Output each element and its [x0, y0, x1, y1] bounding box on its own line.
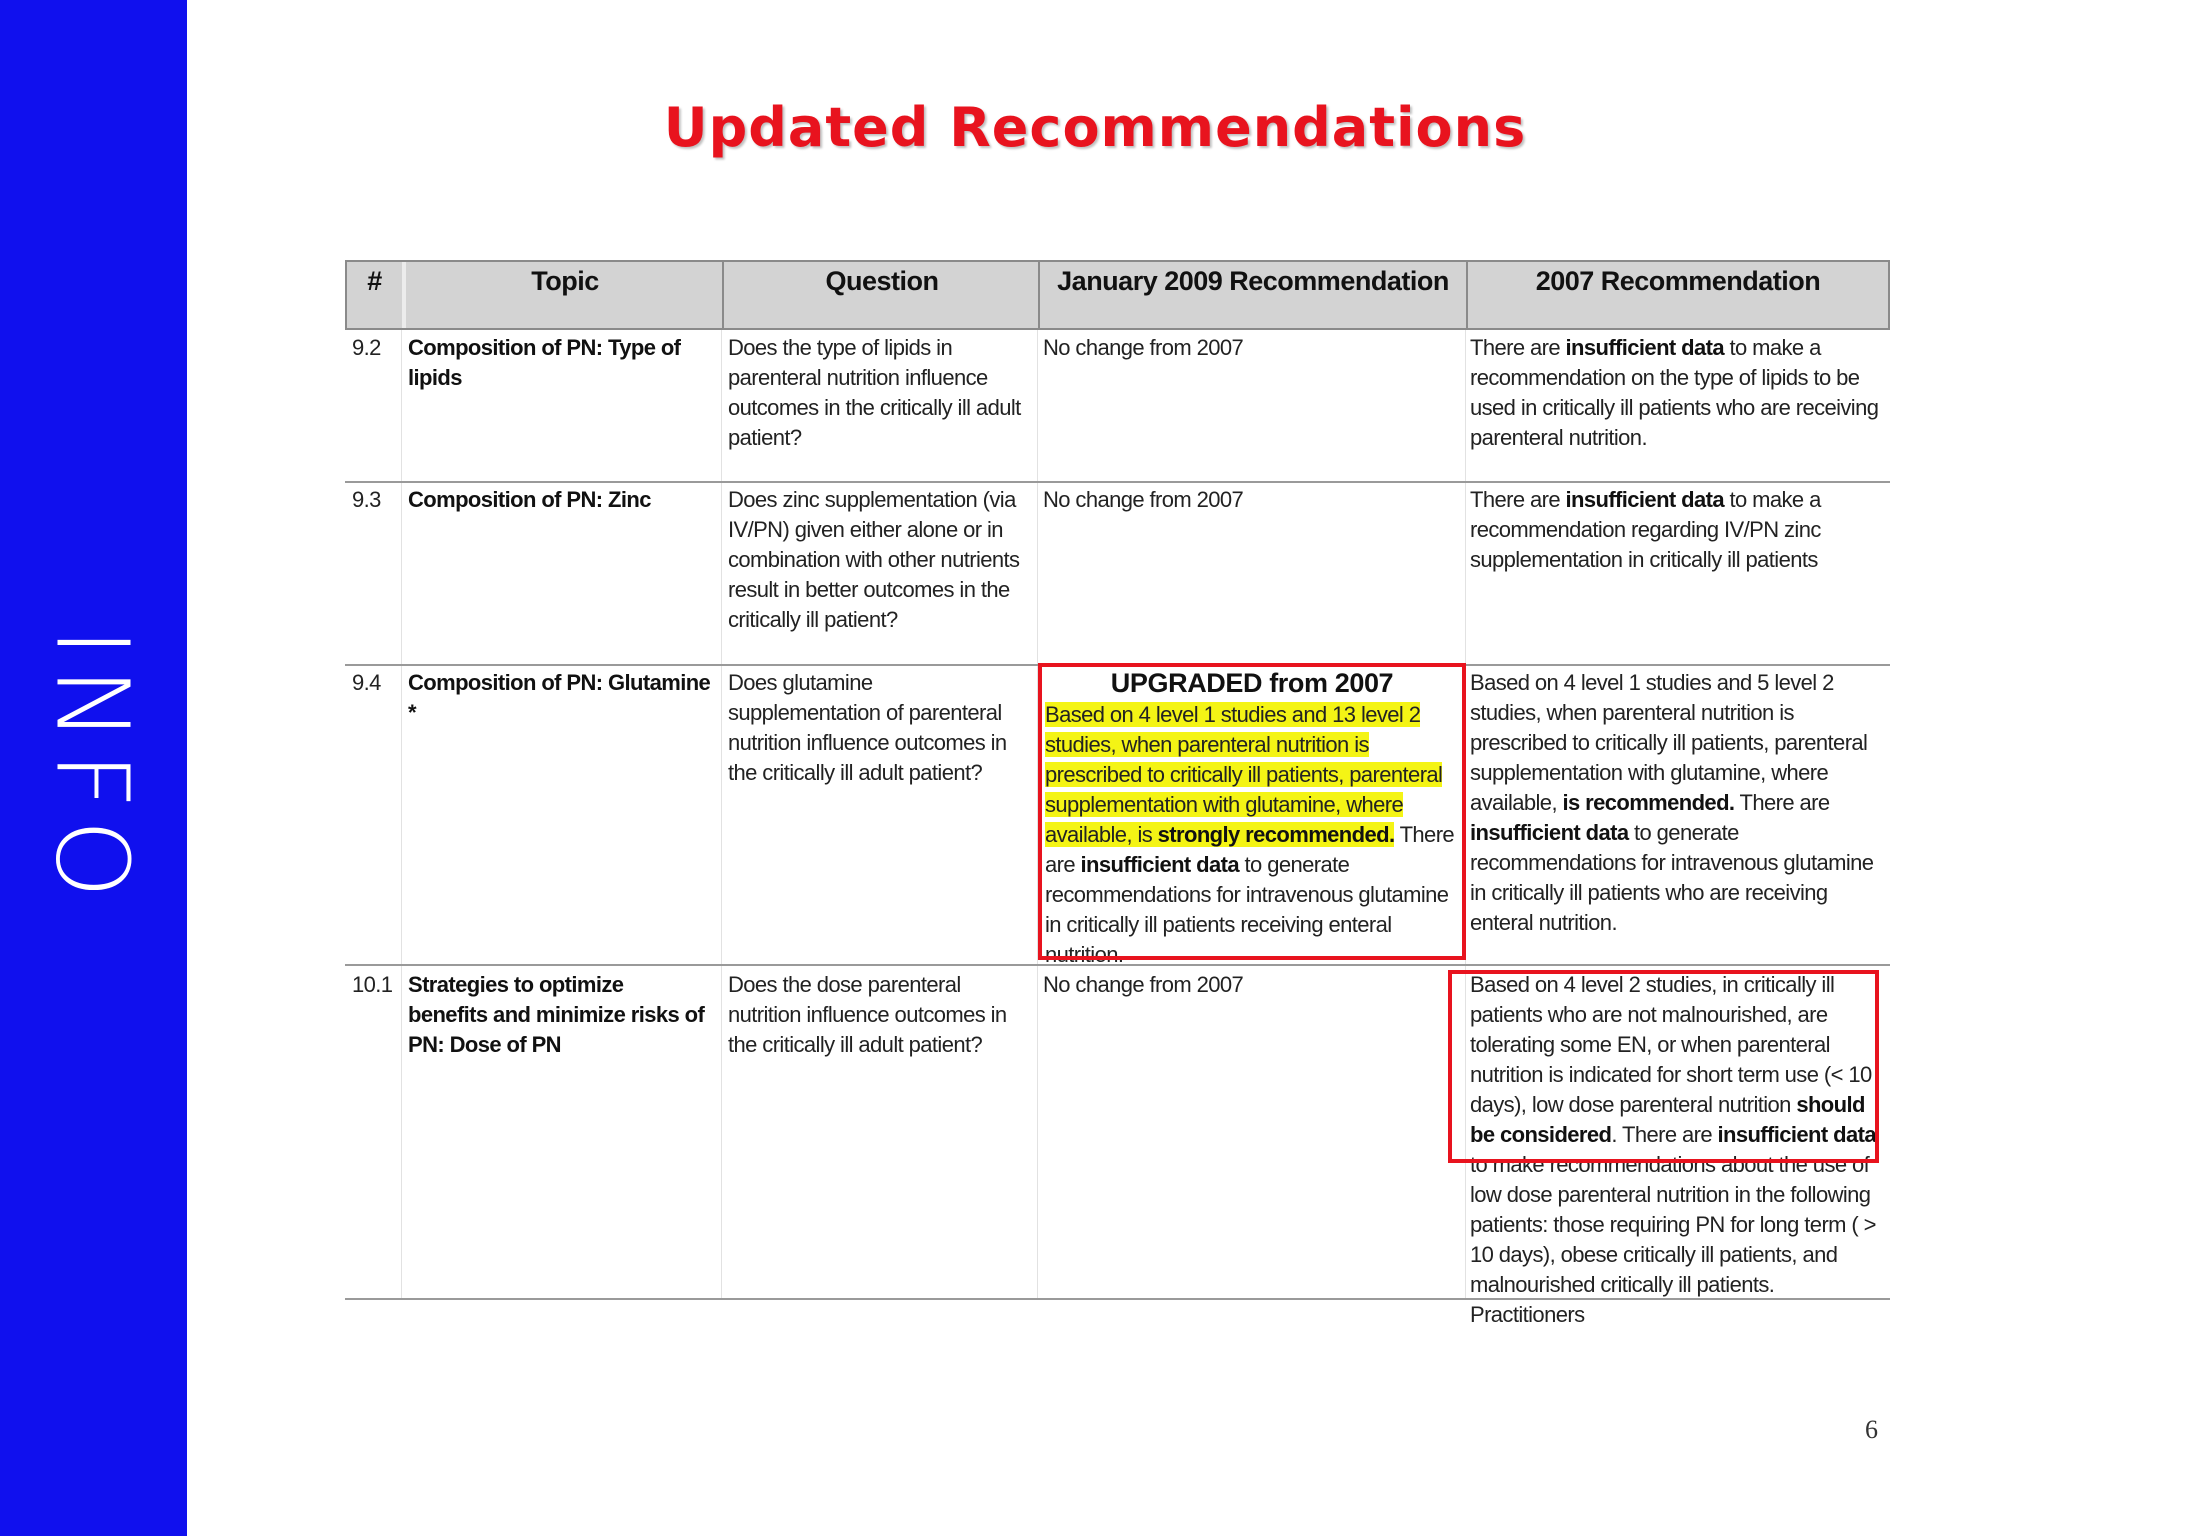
header-question: Question	[825, 266, 939, 296]
sidebar	[0, 0, 187, 1536]
header-num: #	[367, 266, 382, 296]
row-number: 9.4	[352, 670, 381, 695]
row-jan2009: No change from 2007	[1043, 335, 1244, 360]
row-2007: There are insufficient data to make a recommendation on the type of lipids to be used in critically ill patients who are receiving parenteral nutrition.	[1470, 335, 1879, 450]
row-jan2009-upgraded: UPGRADED from 2007 Based on 4 level 1 studies and 13 level 2 studies, when parenteral nutrition is prescribed to critically ill patients, parenteral supplementation with glutamine, where available, is strongly recommended. There are insufficient data to generate recommendations for intravenous glutamine in critically ill patients receiving enteral nutrition.	[1045, 666, 1459, 970]
recommendation-highlight-box	[1448, 970, 1879, 1163]
recommendations-table	[345, 260, 1890, 1327]
row-question: Does the dose parenteral nutrition influence outcomes in the critically ill adult patient?	[728, 972, 1007, 1057]
row-question: Does the type of lipids in parenteral nutrition influence outcomes in the critically ill adult patient?	[728, 335, 1021, 450]
upgraded-highlight-box	[1038, 663, 1466, 960]
page-title: Updated Recommendations	[663, 96, 1527, 159]
sidebar-label: INFO	[33, 627, 151, 909]
row-question: Does glutamine supplementation of parenteral nutrition influence outcomes in the critically ill adult patient?	[728, 670, 1007, 785]
row-topic: Composition of PN: Zinc	[408, 487, 651, 512]
row-number: 9.2	[352, 335, 381, 360]
highlighted-text: Based on 4 level 1 studies and 13 level 2 studies, when parenteral nutrition is prescribed to critically ill patients, parenteral supplementation with glutamine, where available, is	[1045, 702, 1443, 847]
upgraded-heading: UPGRADED from 2007	[1110, 668, 1394, 698]
header-topic: Topic	[531, 266, 599, 296]
row-topic: Strategies to optimize benefits and minimize risks of PN: Dose of PN	[408, 972, 705, 1057]
row-2007: Based on 4 level 2 studies, in critically ill patients who are not malnourished, are tolerating some EN, or when parenteral nutrition is indicated for short term use (< 10 days), low dose parenteral nutrition should be considered. There are insufficient data to make recommendations about the use of low dose parenteral nutrition in the following patients: those requiring PN for long term ( > 10 days), obese critically ill patients, and malnourished critically ill patients. Practitioners	[1470, 972, 1876, 1327]
row-jan2009: No change from 2007	[1043, 972, 1244, 997]
header-jan2009: January 2009 Recommendation	[1057, 266, 1449, 296]
row-divider	[345, 481, 1890, 483]
row-question: Does zinc supplementation (via IV/PN) given either alone or in combination with other nutrients result in better outcomes in the critically ill patient?	[728, 487, 1020, 632]
row-2007: There are insufficient data to make a recommendation regarding IV/PN zinc supplementation in critically ill patients	[1470, 487, 1821, 572]
row-number: 10.1	[352, 972, 393, 997]
row-jan2009: No change from 2007	[1043, 487, 1244, 512]
row-number: 9.3	[352, 487, 381, 512]
row-topic: Composition of PN: Type of lipids	[408, 335, 681, 390]
table-header	[345, 260, 1890, 330]
row-2007: Based on 4 level 1 studies and 5 level 2 studies, when parenteral nutrition is prescribed to critically ill patients, parenteral supplementation with glutamine, where available, is recommended. There are insufficient data to generate recommendations for intravenous glutamine in critically ill patients who are receiving enteral nutrition.	[1470, 670, 1874, 935]
header-2007: 2007 Recommendation	[1535, 266, 1821, 296]
page-number: 6	[1865, 1415, 1878, 1444]
row-topic: Composition of PN: Glutamine *	[408, 670, 711, 725]
